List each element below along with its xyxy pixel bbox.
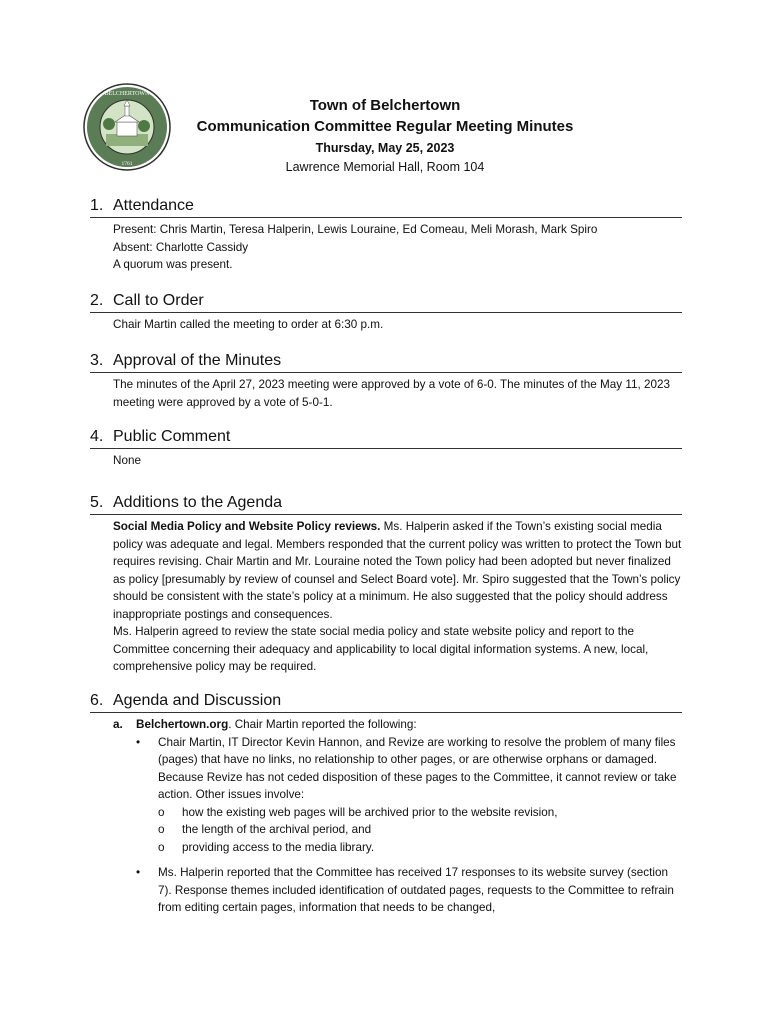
list-item: o how the existing web pages will be archived prior to the website revision, [158,804,682,822]
section-heading: 2. Call to Order [90,291,682,313]
policy-review-lead: Social Media Policy and Website Policy reviews. [113,520,381,533]
section-call-to-order [90,291,682,334]
discussion-bullets [136,734,682,917]
additions-paragraph-2: Ms. Halperin agreed to review the state social media policy and state website policy and report to the Committee concerning their adequacy and applicability to local digital information systems. A new, local, comprehensive policy may be required. [113,625,649,673]
document-title: Communication Committee Regular Meeting Minutes [196,118,574,135]
section-heading: 6. Agenda and Discussion [90,691,682,713]
section-public-comment [90,427,682,470]
website-name: Belchertown.org [136,718,229,731]
call-to-order-text: Chair Martin called the meeting to order at 6:30 p.m. [113,318,384,331]
list-item: o providing access to the media library. [158,839,682,857]
list-item: • Ms. Halperin reported that the Committee has received 17 responses to its website survey (section 7). Response themes included identification of outdated pages, requests to the Committee to refrain from editing certain pages, information that needs to be changed, [136,864,682,917]
list-item: • Chair Martin, IT Director Kevin Hannon, and Revize are working to resolve the problem of many files (pages) that have no links, no relationship to other pages, or are otherwise orphans or damaged. Because Revize has not ceded disposition of these pages to the Committee, it cannot review or take action. Other issues involve: o how the existing web pages will be archived prior to the website revision, o the length of the archival period, and o providing access to the media library. [136,734,682,857]
section-additions-agenda [90,493,682,676]
list-item: o the length of the archival period, and [158,821,682,839]
document-header [150,96,620,176]
approval-text: The minutes of the April 27, 2023 meeting were approved by a vote of 6-0. The minutes of the May 11, 2023 meeting were approved by a vote of 5-0-1. [113,378,671,409]
meeting-location: Lawrence Memorial Hall, Room 104 [285,160,485,174]
public-comment-text: None [113,454,141,467]
attendance-present: Present: Chris Martin, Teresa Halperin, Lewis Louraine, Ed Comeau, Meli Morash, Mark Spiro [113,223,598,236]
issues-sublist [158,804,682,857]
section-heading: 4. Public Comment [90,427,682,449]
section-attendance [90,196,682,274]
svg-text:1761: 1761 [121,161,133,167]
section-agenda-discussion [90,691,682,917]
quorum-note: A quorum was present. [113,258,233,271]
additions-paragraph-1: Social Media Policy and Website Policy reviews. Ms. Halperin asked if the Town’s existing social media policy was adequate and legal. Members responded that the current policy was written to protect the Town but requires revising. Chair Martin and Mr. Louraine noted the Town policy had been adopted but never finalized as policy [presumably by review of counsel and Select Board vote]. Mr. Spiro suggested that the Town’s policy should be consistent with the state’s policy at a minimum. He also suggested that the policy should address inappropriate postings and consequences. [113,520,682,621]
meeting-date: Thursday, May 25, 2023 [315,141,455,155]
section-approval-minutes [90,351,682,411]
town-title: Town of Belchertown [309,97,461,114]
section-heading: 1. Attendance [90,196,682,218]
section-heading: 5. Additions to the Agenda [90,493,682,515]
agenda-item-a: a. Belchertown.org. Chair Martin reported the following: [113,718,417,731]
section-heading: 3. Approval of the Minutes [90,351,682,373]
svg-text:BELCHERTOWN: BELCHERTOWN [104,91,150,97]
attendance-absent: Absent: Charlotte Cassidy [113,240,249,254]
